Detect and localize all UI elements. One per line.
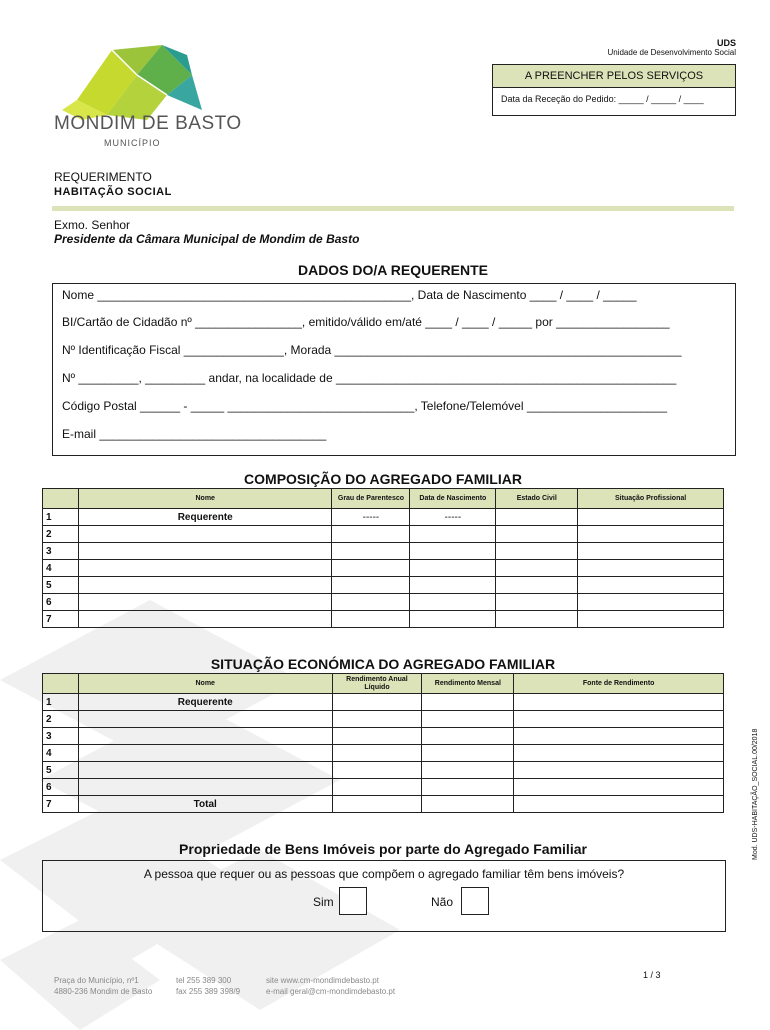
table-cell[interactable] [422, 762, 514, 779]
table-cell[interactable] [578, 594, 724, 611]
table-cell[interactable] [332, 611, 410, 628]
table-cell[interactable] [332, 728, 422, 745]
no-checkbox[interactable] [461, 887, 489, 915]
name-birthdate-line[interactable]: Nome _______________________________________________, Data de Nascimento ____ / ____ / _____ [62, 288, 637, 302]
table-cell[interactable] [496, 543, 578, 560]
table-cell[interactable] [422, 779, 514, 796]
row-number: 3 [43, 728, 79, 745]
divider-bar [52, 206, 734, 211]
row-number: 4 [43, 560, 79, 577]
applicant-data-box [52, 283, 736, 456]
table-cell[interactable] [496, 560, 578, 577]
request-title: HABITAÇÃO SOCIAL [54, 186, 172, 198]
table-cell[interactable] [496, 611, 578, 628]
postal-phone-line[interactable]: Código Postal ______ - _____ ____________________________, Telefone/Telemóvel _____________________ [62, 399, 667, 413]
row-number: 1 [43, 694, 79, 711]
id-card-line[interactable]: BI/Cartão de Cidadão nº ________________, emitido/válido em/até ____ / ____ / _____ por _________________ [62, 315, 670, 329]
table-cell[interactable] [332, 711, 422, 728]
page-number: 1 / 3 [643, 970, 661, 980]
property-question: A pessoa que requer ou as pessoas que compõem o agregado familiar têm bens imóveis? [143, 867, 625, 881]
footer-web [266, 975, 395, 997]
table-cell[interactable]: Requerente [78, 694, 332, 711]
table-cell[interactable] [332, 594, 410, 611]
table-cell[interactable] [332, 745, 422, 762]
table-cell[interactable] [332, 694, 422, 711]
table-cell[interactable] [514, 779, 724, 796]
table-row [43, 711, 724, 728]
request-label: REQUERIMENTO [54, 170, 152, 184]
yes-checkbox[interactable] [339, 887, 367, 915]
email-line[interactable]: E-mail __________________________________ [62, 427, 327, 441]
table-cell[interactable] [78, 543, 332, 560]
table-cell[interactable] [496, 577, 578, 594]
nif-address-line[interactable]: Nº Identificação Fiscal _______________, Morada ____________________________________________________ [62, 343, 682, 357]
table-row [43, 611, 724, 628]
economica-section-title: SITUAÇÃO ECONÓMICA DO AGREGADO FAMILIAR [210, 656, 556, 672]
table-cell[interactable] [578, 560, 724, 577]
table-row [43, 762, 724, 779]
salutation: Exmo. Senhor [54, 218, 131, 232]
table-cell[interactable] [422, 694, 514, 711]
table-cell[interactable] [332, 577, 410, 594]
row-number: 3 [43, 543, 79, 560]
table-cell[interactable] [410, 560, 496, 577]
column-header: Grau de Parentesco [332, 489, 410, 509]
property-box [42, 860, 726, 932]
column-header: Data de Nascimento [410, 489, 496, 509]
uds-title: UDS [716, 38, 736, 48]
table-cell[interactable] [514, 694, 724, 711]
table-cell[interactable] [514, 762, 724, 779]
table-cell[interactable] [578, 526, 724, 543]
table-cell[interactable] [422, 711, 514, 728]
table-cell[interactable] [410, 577, 496, 594]
table-header-row [43, 489, 724, 509]
logo-name: MONDIM DE BASTO [54, 113, 242, 134]
row-number: 5 [43, 577, 79, 594]
table-cell[interactable] [78, 779, 332, 796]
column-header: Estado Civil [496, 489, 578, 509]
table-row [43, 577, 724, 594]
table-cell[interactable] [78, 526, 332, 543]
table-cell[interactable]: Requerente [78, 509, 332, 526]
column-header: Fonte de Rendimento [514, 674, 724, 694]
agregado-section-title: COMPOSIÇÃO DO AGREGADO FAMILIAR [244, 471, 522, 487]
table-cell[interactable] [422, 796, 514, 813]
table-cell[interactable] [578, 577, 724, 594]
table-cell[interactable] [78, 762, 332, 779]
table-cell[interactable] [578, 509, 724, 526]
table-cell[interactable] [78, 594, 332, 611]
table-cell[interactable] [514, 796, 724, 813]
footer-tel: tel 255 389 300 [176, 976, 232, 985]
table-cell[interactable] [422, 745, 514, 762]
table-cell[interactable] [78, 728, 332, 745]
household-table [42, 488, 724, 628]
row-number: 6 [43, 779, 79, 796]
table-cell[interactable] [496, 526, 578, 543]
table-cell[interactable] [410, 526, 496, 543]
table-cell[interactable] [332, 560, 410, 577]
row-number: 4 [43, 745, 79, 762]
logo-subtitle: MUNICÍPIO [104, 138, 161, 148]
table-cell[interactable] [514, 711, 724, 728]
footer-address-line2: 4880-236 Mondim de Basto [54, 987, 153, 996]
table-cell[interactable] [410, 543, 496, 560]
table-cell[interactable] [496, 594, 578, 611]
uds-subtitle: Unidade de Desenvolvimento Social [607, 48, 736, 57]
table-cell[interactable] [78, 745, 332, 762]
table-cell[interactable]: ----- [332, 509, 410, 526]
table-cell[interactable] [410, 611, 496, 628]
table-cell[interactable] [410, 594, 496, 611]
yes-label: Sim [313, 895, 334, 909]
column-header: Situação Profissional [578, 489, 724, 509]
table-cell[interactable] [332, 526, 410, 543]
table-row [43, 560, 724, 577]
table-row [43, 526, 724, 543]
table-cell[interactable]: Total [78, 796, 332, 813]
footer-email: e-mail geral@cm-mondimdebasto.pt [266, 987, 396, 996]
no-label: Não [431, 895, 454, 909]
row-number: 2 [43, 711, 79, 728]
services-title: A PREENCHER PELOS SERVIÇOS [493, 65, 735, 88]
row-number: 5 [43, 762, 79, 779]
table-cell[interactable] [514, 745, 724, 762]
table-row [43, 694, 724, 711]
column-header: Rendimento Anual Líquido [332, 674, 422, 694]
services-box [492, 64, 736, 116]
dados-section-title: DADOS DO/A REQUERENTE [297, 262, 489, 278]
column-header [43, 489, 79, 509]
propriedade-section-title: Propriedade de Bens Imóveis por parte do Agregado Familiar [179, 841, 587, 857]
row-number: 7 [43, 796, 79, 813]
table-cell[interactable] [78, 577, 332, 594]
door-floor-locality-line[interactable]: Nº _________, _________ andar, na localidade de ___________________________________________________ [62, 371, 677, 385]
table-cell[interactable] [332, 796, 422, 813]
table-cell[interactable] [78, 560, 332, 577]
table-cell[interactable] [332, 543, 410, 560]
form-code: Mod. UDS-HABITAÇÃO_SOCIAL.00/2018 [752, 728, 759, 860]
table-cell[interactable] [78, 711, 332, 728]
table-cell[interactable]: ----- [410, 509, 496, 526]
footer-phones [176, 975, 240, 997]
column-header: Rendimento Mensal [422, 674, 514, 694]
table-row [43, 543, 724, 560]
reception-date-field[interactable]: Data da Receção do Pedido: _____ / _____ / ____ [501, 94, 704, 104]
table-cell[interactable] [422, 728, 514, 745]
footer-fax: fax 255 389 398/9 [176, 987, 241, 996]
row-number: 1 [43, 509, 79, 526]
table-row [43, 509, 724, 526]
table-cell[interactable] [514, 728, 724, 745]
footer-address-line1: Praça do Município, nº1 [54, 976, 139, 985]
table-cell[interactable] [578, 543, 724, 560]
footer-site: site www.cm-mondimdebasto.pt [266, 976, 379, 985]
footer-address [54, 975, 152, 997]
table-row [43, 796, 724, 813]
income-table [42, 673, 724, 813]
row-number: 2 [43, 526, 79, 543]
table-row [43, 728, 724, 745]
table-header-row [43, 674, 724, 694]
addressee: Presidente da Câmara Municipal de Mondim de Basto [54, 232, 360, 246]
table-cell[interactable] [78, 611, 332, 628]
column-header [43, 674, 79, 694]
table-cell[interactable] [578, 611, 724, 628]
row-number: 7 [43, 611, 79, 628]
table-row [43, 745, 724, 762]
column-header: Nome [78, 489, 332, 509]
table-row [43, 779, 724, 796]
table-cell[interactable] [332, 762, 422, 779]
row-number: 6 [43, 594, 79, 611]
table-cell[interactable] [332, 779, 422, 796]
column-header: Nome [78, 674, 332, 694]
table-cell[interactable] [496, 509, 578, 526]
table-row [43, 594, 724, 611]
